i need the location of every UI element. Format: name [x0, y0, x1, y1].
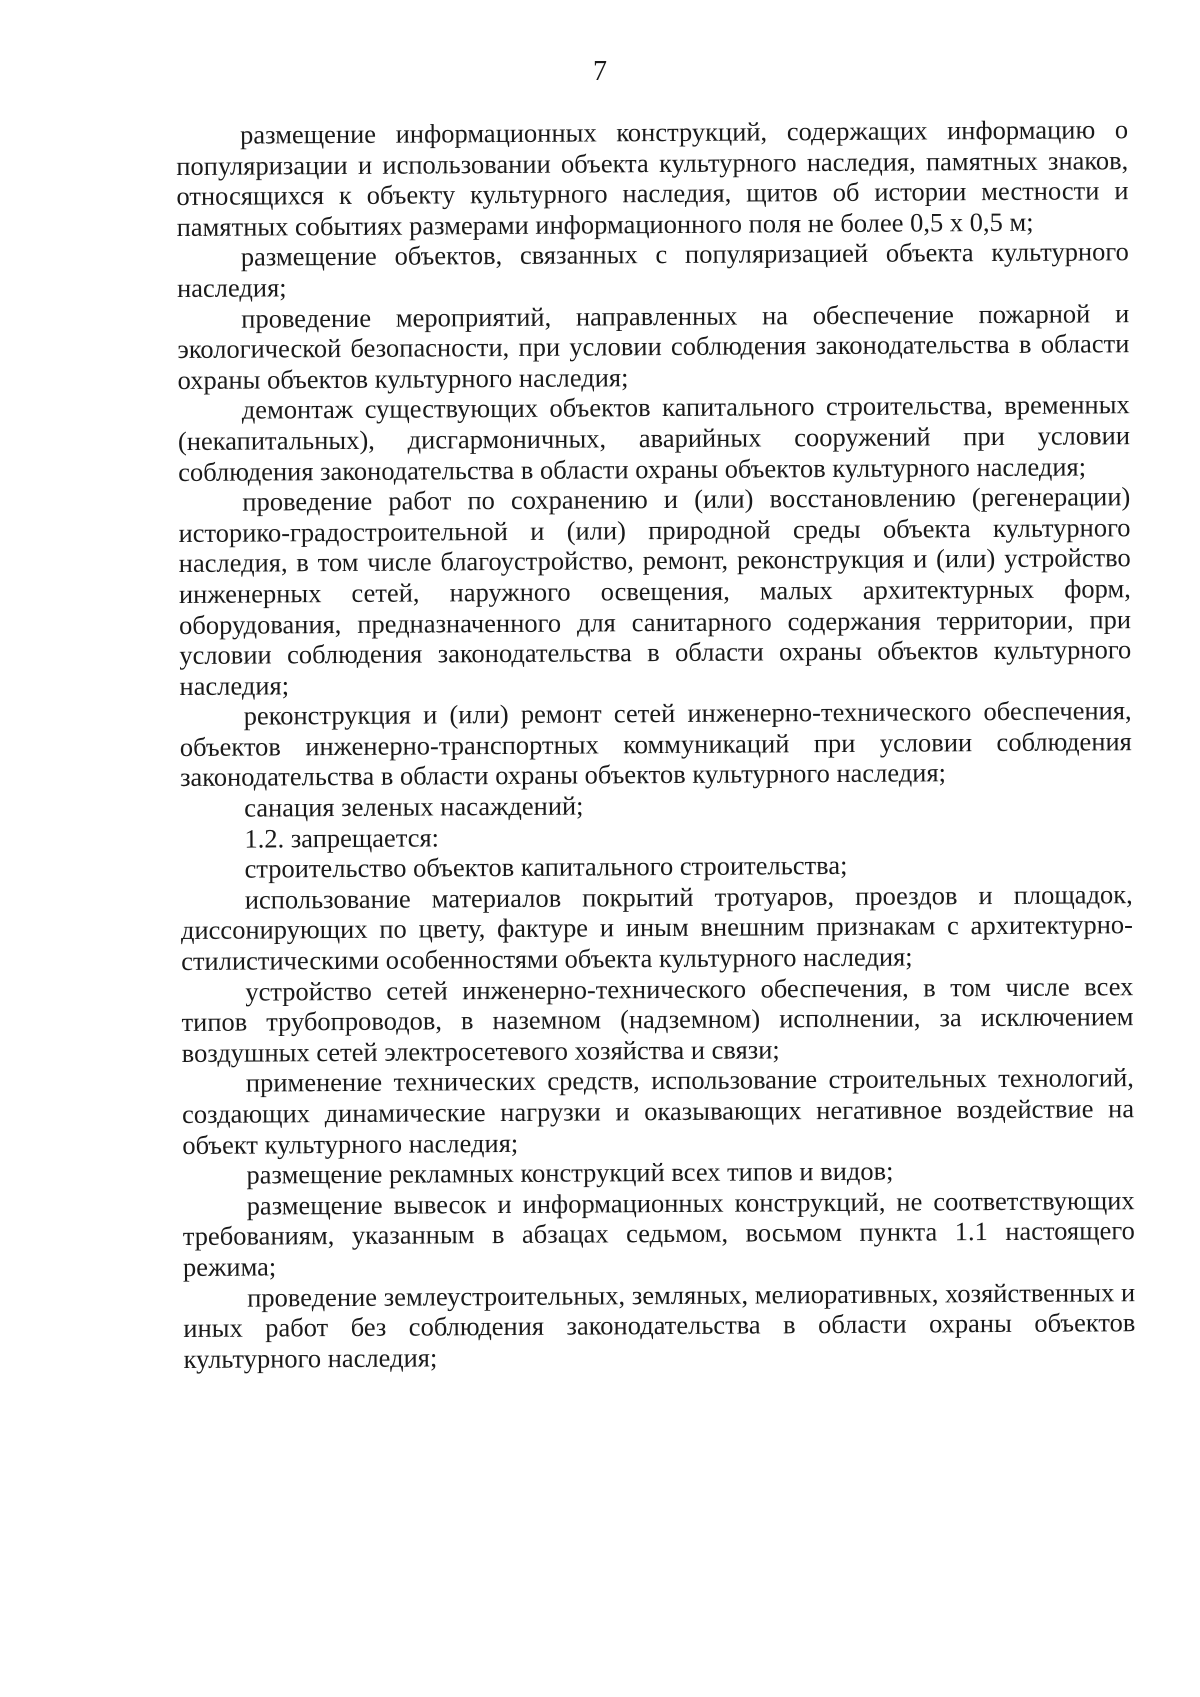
- page-number: 7: [593, 56, 607, 87]
- paragraph-green-sanitation: санация зеленых насаждений;: [244, 790, 584, 823]
- paragraph-ground-networks: устройство сетей инженерно-технического обеспечения, в том числе всех типов трубопроводов, в наземном (надземном) исполнении, за исключением воздушных сетей электросетевого хозяйства и связи;: [181, 970, 1134, 1068]
- paragraph-dismantling: демонтаж существующих объектов капитального строительства, временных (некапитальных), дисгармоничных, аварийных сооружений при условии соблюдения законодательства в области охраны объектов культурного наследия;: [177, 389, 1131, 487]
- paragraph-popularization-objects: размещение объектов, связанных с популяризацией объекта культурного наследия;: [176, 236, 1129, 303]
- paragraph-networks-reconstruction: реконструкция и (или) ремонт сетей инженерно-технического обеспечения, объектов инженерно-транспортных коммуникаций при условии соблюдения законодательства в области охраны объектов культурного наследия;: [179, 695, 1132, 793]
- paragraph-capital-construction-ban: строительство объектов капитального строительства;: [244, 850, 848, 884]
- paragraph-signboards: размещение вывесок и информационных конструкций, не соответствующих требованиям, указанным в абзацах седьмом, восьмом пункта 1.1 настоящего режима;: [182, 1184, 1135, 1282]
- paragraph-advertising: размещение рекламных конструкций всех типов и видов;: [246, 1155, 894, 1190]
- document-body: [176, 114, 1136, 1374]
- paragraph-section-1-2-heading: 1.2. запрещается:: [244, 822, 440, 854]
- paragraph-information-structures: размещение информационных конструкций, содержащих информацию о популяризации и использовании объекта культурного наследия, памятных знаков, относящихся к объекту культурного наследия, щитов об истории местности и памятных событиях размерами информационного поля не более 0,5 х 0,5 м;: [176, 114, 1129, 242]
- paragraph-dissonant-materials: использование материалов покрытий тротуаров, проездов и площадок, диссонирующих по цвету, фактуре и иным внешним признакам с архитектурно-стилистическими особенностями объекта культурного наследия;: [180, 879, 1134, 977]
- paragraph-dynamic-loads: применение технических средств, использование строительных технологий, создающих динамические нагрузки и оказывающих негативное воздействие на объект культурного наследия;: [181, 1062, 1135, 1160]
- paragraph-regeneration-works: проведение работ по сохранению и (или) восстановлению (регенерации) историко-градостроительной и (или) природной среды объекта культурного наследия, в том числе благоустройство, ремонт, реконструкция и (или) устройство инженерных сетей, наружного освещения, малых архитектурных форм, оборудования, предназначенного для санитарного содержания территории, при условии соблюдения законодательства в области охраны объектов культурного наследия;: [178, 481, 1132, 701]
- paragraph-earthworks: проведение землеустроительных, земляных, мелиоративных, хозяйственных и иных работ без соблюдения законодательства в области охраны объектов культурного наследия;: [183, 1276, 1136, 1374]
- paragraph-fire-safety: проведение мероприятий, направленных на обеспечение пожарной и экологической безопасности, при условии соблюдения законодательства в области охраны объектов культурного наследия;: [177, 297, 1130, 395]
